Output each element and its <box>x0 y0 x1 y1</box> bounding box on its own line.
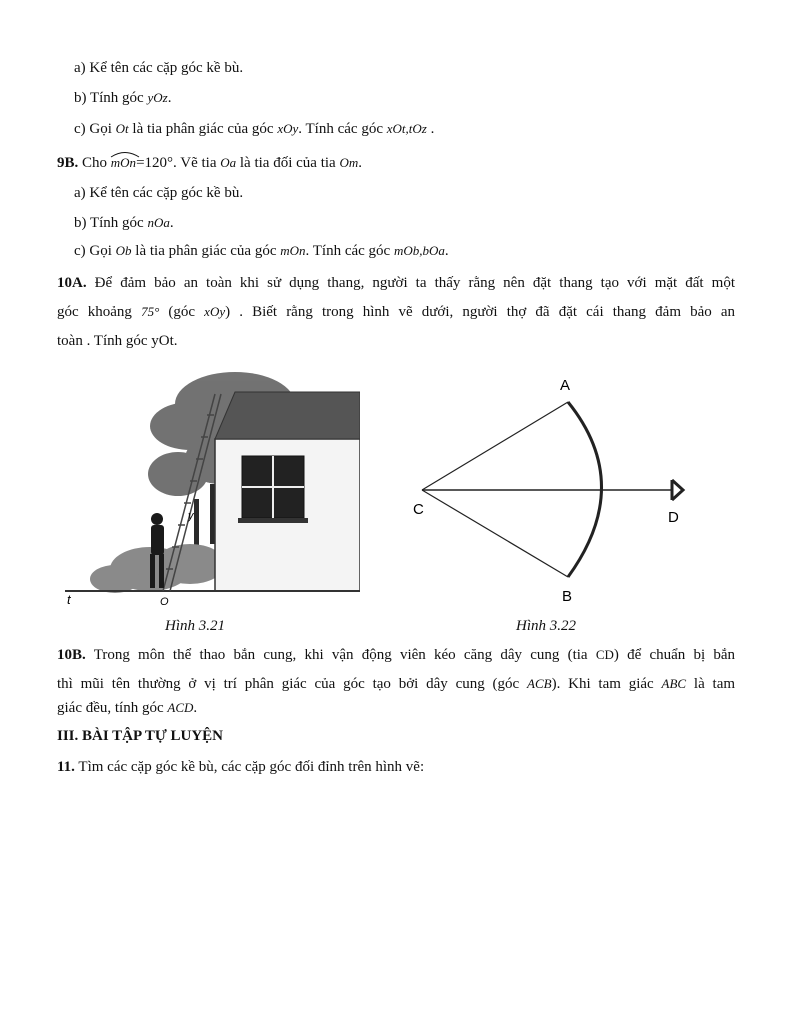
ex9a-item-c: c) Gọi Ot là tia phân giác của góc xOy. Tính các góc xOt,tOz . <box>74 121 435 137</box>
arrowhead <box>672 480 683 500</box>
ex9b-statement: 9B. Cho mOn=120°. Vẽ tia Oa là tia đối của tia Om. <box>57 153 735 173</box>
section-title: III. BÀI TẬP TỰ LUYỆN <box>57 728 224 744</box>
label-y: y <box>188 510 194 522</box>
ex9b-number: 9B. <box>57 155 79 171</box>
ex10a-line1: 10A. Để đảm bảo an toàn khi sử dụng thang, người ta thấy rằng nên đặt thang tạo với mặt đất một <box>57 275 735 291</box>
label-B: B <box>562 588 573 605</box>
label-A: A <box>560 377 571 394</box>
angle-arc-mark <box>110 150 140 158</box>
label-D: D <box>668 509 679 526</box>
ex9a-item-a: a) Kể tên các cặp góc kề bù. <box>74 60 244 76</box>
ex10a-line2: góc khoảng 75° (góc xOy) . Biết rằng trong hình vẽ dưới, người thợ đã đặt cái thang đảm bảo an <box>57 304 736 320</box>
ex11-statement: 11. Tìm các cặp góc kề bù, các cặp góc đối đỉnh trên hình vẽ: <box>57 759 425 775</box>
segment-CA <box>422 402 568 490</box>
ex9b-item-c: c) Gọi Ob là tia phân giác của góc mOn. Tính các góc mOb,bOa. <box>74 243 449 259</box>
ex10b-line2: thì mũi tên thường ở vị trí phân giác của góc tạo bởi dây cung (góc ACB). Khi tam giác ABC là tam <box>57 676 736 692</box>
ex9b-item-a: a) Kể tên các cặp góc kề bù. <box>74 185 244 201</box>
ex9a-item-b: b) Tính góc yOz. <box>74 90 172 106</box>
ex10b-line3: giác đều, tính góc ACD. <box>57 700 198 716</box>
angle-mOn: mOn <box>111 155 136 170</box>
ex10a-line3: toàn . Tính góc yOt. <box>57 333 178 349</box>
label-t: t <box>67 592 71 607</box>
caption-figure-3-21: Hình 3.21 <box>165 618 225 634</box>
ex10b-line1: 10B. Trong môn thể thao bắn cung, khi vận động viên kéo căng dây cung (tia CD) để chuẩn bị bắn <box>57 647 736 663</box>
figure-3-22 <box>400 370 700 610</box>
caption-figure-3-22: Hình 3.22 <box>516 618 576 634</box>
house <box>215 392 360 591</box>
segment-CB <box>422 490 568 577</box>
ex9b-item-b: b) Tính góc nOa. <box>74 215 174 231</box>
label-O: O <box>160 596 169 608</box>
label-C: C <box>413 501 424 518</box>
figure-3-21 <box>60 364 360 614</box>
